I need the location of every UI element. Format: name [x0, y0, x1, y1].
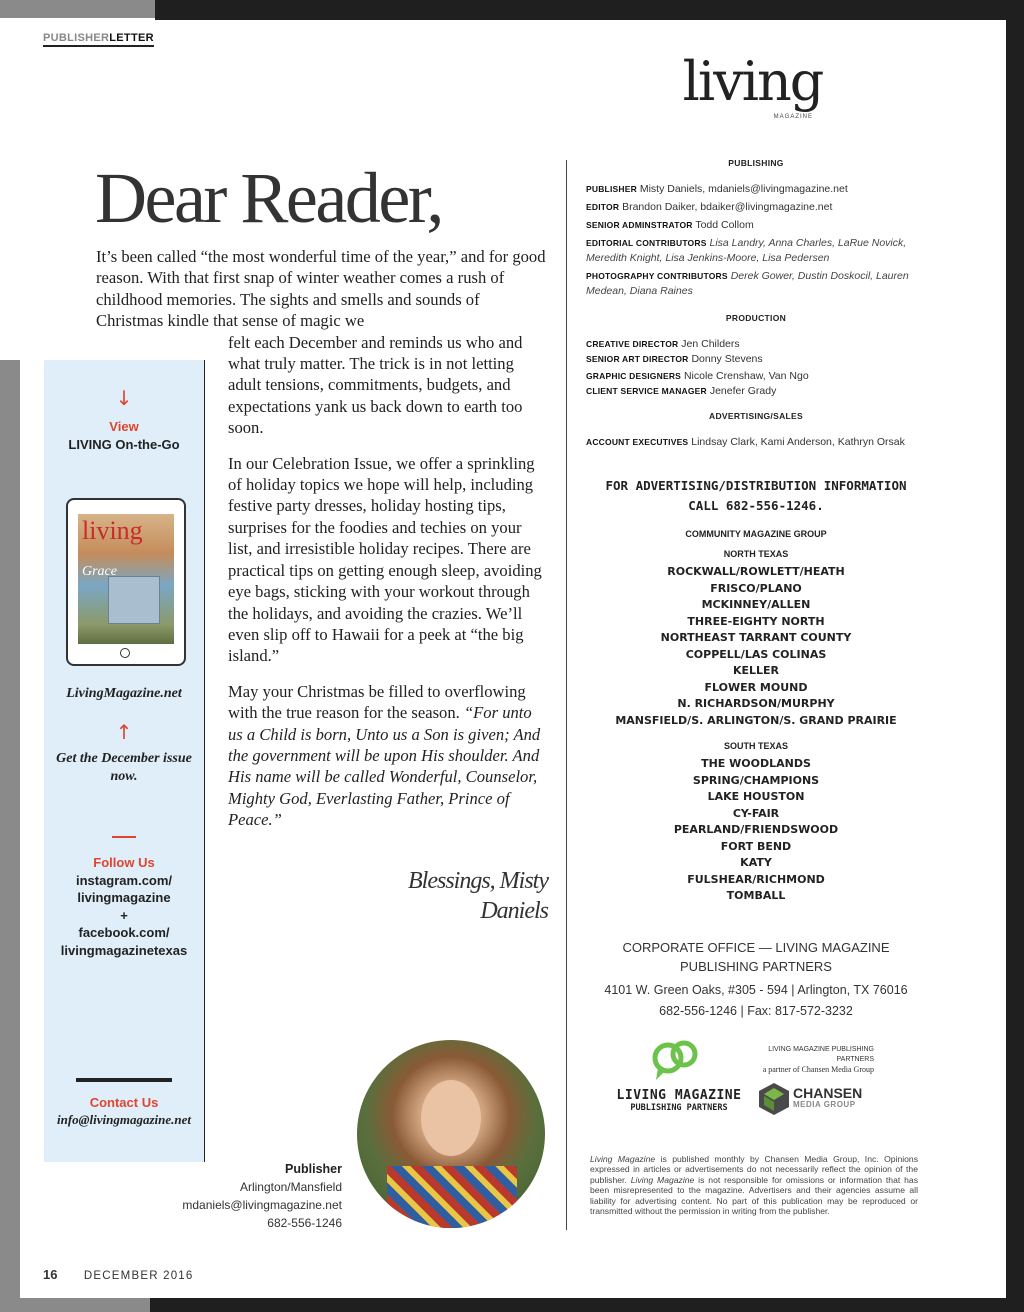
north-texas-list [586, 564, 926, 729]
masthead-photography-contributors [586, 269, 926, 299]
letter-quote: “For unto us a Child is born, Unto us a Son is given; And the government will be upon His shoulder. And His name will be called Wonderful, Counselor, Mighty God, Everlasting Father, Prince of Peace.” [228, 703, 541, 830]
masthead-edcontrib-label: EDITORIAL CONTRIBUTORS [586, 238, 707, 248]
corporate-phones: 682-556-1246 | Fax: 817-572-3232 [659, 1004, 853, 1018]
cover-building [108, 576, 160, 624]
partners-caption [738, 1045, 874, 1075]
letter-paragraph-1a: It’s been called “the most wonderful time of the year,” and for good reason. With that first snap of winter weather comes a rush of childhood memories. The sights and smells and sounds of Christmas kindle that sense of magic we [96, 247, 546, 331]
contact-email[interactable]: info@livingmagazine.net [57, 1112, 191, 1127]
letter-paragraph-3 [228, 681, 548, 831]
community-town: FORT BEND [720, 839, 792, 853]
masthead-creative-director [586, 337, 926, 352]
masthead-ae-label: ACCOUNT EXECUTIVES [586, 437, 689, 447]
signature: Blessings, Misty Daniels [408, 868, 548, 924]
lmp-name: LIVING MAGAZINE [616, 1088, 742, 1103]
masthead-cd-value: Jen Childers [681, 338, 740, 350]
frame-top [155, 0, 1024, 20]
living-logo [680, 50, 825, 120]
chansen-sub: MEDIA GROUP [793, 1100, 856, 1109]
letter-paragraph-2: In our Celebration Issue, we offer a sprinkling of holiday topics we hope will help, including festive party dresses, holiday hosting tips, surprises for the foodies and techies on your list, and irresistible holiday recipes. There are practical tips on getting enough sleep, avoiding eye bags, sticking with your workout through the holidays, and avoiding the crazies. We’ll even slip off to Hawaii for a peek at “the big island.” [228, 453, 542, 666]
masthead-production-header: PRODUCTION [725, 313, 787, 323]
publisher-email[interactable]: mdaniels@livingmagazine.net [182, 1198, 342, 1212]
sidebar-divider [112, 836, 136, 838]
masthead-sad-label: SENIOR ART DIRECTOR [586, 354, 689, 364]
community-town: FRISCO/PLANO [710, 581, 802, 595]
corporate-address-block [586, 980, 926, 1022]
masthead-edcontrib-value: Lisa Landry, Anna Charles, LaRue Novick, Meredith Knight, Lisa Jenkins-Moore, Lisa Pedersen [586, 237, 907, 264]
frame-bottom [0, 1298, 1024, 1312]
lmp-wordmark [616, 1090, 742, 1114]
follow-us [44, 854, 204, 959]
community-town: ROCKWALL/ROWLETT/HEATH [667, 565, 845, 578]
community-town: COPPELL/LAS COLINAS [685, 647, 827, 661]
corporate-line-1: CORPORATE OFFICE — LIVING MAGAZINE [622, 940, 890, 955]
sidebar [44, 360, 205, 1162]
masthead-ae-value: Lindsay Clark, Kami Anderson, Kathryn Orsak [691, 436, 905, 448]
masthead-cd-label: CREATIVE DIRECTOR [586, 339, 679, 349]
masthead-client-service [586, 384, 926, 399]
frame-bottom-left [0, 1298, 150, 1312]
tablet-screen [78, 514, 174, 644]
view-on-the-go[interactable] [44, 418, 204, 454]
community-town: THE WOODLANDS [701, 757, 811, 770]
masthead-publisher-label: PUBLISHER [586, 184, 637, 194]
instagram-link-2[interactable]: livingmagazine [77, 890, 171, 905]
arrow-down-icon: ↓ [115, 386, 133, 410]
masthead-editor-label: EDITOR [586, 202, 620, 212]
publisher-role: Publisher [285, 1162, 342, 1176]
south-texas-header: SOUTH TEXAS [723, 741, 788, 751]
masthead-gd-label: GRAPHIC DESIGNERS [586, 371, 682, 381]
disclaimer-text-1: is published monthly by Chansen Media Group, Inc. Opinions expressed in articles or advertisements do not necessarily reflect the opinion of the publisher. [590, 1154, 918, 1185]
north-texas-header: NORTH TEXAS [723, 549, 789, 559]
masthead-advertising-header: ADVERTISING/SALES [709, 411, 803, 421]
facebook-link-1[interactable]: facebook.com/ [78, 925, 170, 940]
site-link[interactable]: LivingMagazine.net [66, 686, 182, 701]
view-sub-label: LIVING On-the-Go [68, 437, 180, 452]
logo-word: living [682, 50, 823, 113]
advertising-line-1: FOR ADVERTISING/DISTRIBUTION INFORMATION [605, 478, 907, 493]
publisher-info [160, 1160, 342, 1232]
contact-us [44, 1094, 204, 1128]
section-label-right: LETTER [109, 32, 154, 44]
column-divider [566, 160, 567, 1230]
masthead-photo-label: PHOTOGRAPHY CONTRIBUTORS [586, 271, 728, 281]
masthead-senior-value: Todd Collom [695, 219, 754, 231]
advertising-line-2: CALL 682-556-1246. [688, 498, 824, 513]
community-town: SPRING/CHAMPIONS [692, 773, 820, 787]
tablet-cover-title: living [82, 516, 143, 545]
disclaimer-title-1: Living Magazine [590, 1154, 656, 1164]
arrow-up-icon: ↑ [115, 720, 133, 744]
disclaimer-text-2: is not responsible for omissions or information that has been misrepresented to the magazine. Advertisers and their agencies assume all liability for advertising content. No part of this publication may be reproduced or transmitted without the permission in writing from the publisher. [590, 1174, 918, 1217]
frame-right [1006, 0, 1024, 1312]
masthead-photo-value: Derek Gower, Dustin Doskocil, Lauren Medean, Diana Raines [586, 270, 909, 297]
community-town: MCKINNEY/ALLEN [701, 598, 811, 611]
advertising-info [586, 476, 926, 516]
publisher-city: Arlington/Mansfield [239, 1180, 342, 1194]
community-town: KELLER [732, 664, 780, 677]
masthead-gd-value: Nicole Crenshaw, Van Ngo [683, 370, 809, 382]
community-town: MANSFIELD/S. ARLINGTON/S. GRAND PRAIRIE [615, 713, 897, 727]
page-number: 16 [43, 1267, 58, 1282]
masthead [586, 158, 926, 453]
masthead-editor-value: Brandon Daiker, bdaiker@livingmagazine.net [622, 201, 833, 213]
community-town: LAKE HOUSTON [707, 790, 805, 803]
masthead-senior-art-director [586, 352, 926, 367]
page-footer [43, 1266, 193, 1284]
masthead-senior-admin [586, 218, 926, 233]
community-town: N. RICHARDSON/MURPHY [677, 697, 835, 710]
chansen-wordmark [793, 1085, 863, 1110]
get-issue-text[interactable]: Get the December issue now. [56, 751, 192, 784]
masthead-sad-value: Donny Stevens [691, 353, 763, 365]
community-town: THREE-EIGHTY NORTH [687, 614, 825, 628]
community-town: CY-FAIR [732, 806, 780, 820]
community-header: COMMUNITY MAGAZINE GROUP [685, 529, 827, 539]
letter-paragraph-1b: felt each December and reminds us who and what truly matter. The trick is in not letting adult tensions, commitments, budgets, and expectations yank us back down to earth too soon. [228, 332, 523, 438]
follow-label: Follow Us [93, 855, 155, 870]
disclaimer [590, 1154, 918, 1216]
frame-top-left [0, 0, 155, 18]
corporate-address: 4101 W. Green Oaks, #305 - 594 | Arlington, TX 76016 [604, 983, 908, 997]
view-label: View [109, 419, 139, 434]
disclaimer-title-2: Living Magazine [630, 1174, 695, 1185]
tablet-cover-image[interactable] [66, 498, 186, 666]
partners-line-1: LIVING MAGAZINE PUBLISHING PARTNERS [768, 1046, 874, 1063]
photo-face [421, 1080, 481, 1156]
masthead-editor [586, 200, 926, 215]
masthead-publishing-header: PUBLISHING [728, 158, 784, 168]
corporate-office [586, 938, 926, 976]
chansen-name: CHANSEN [793, 1085, 863, 1101]
masthead-senior-label: SENIOR ADMINSTRATOR [586, 220, 693, 230]
publisher-phone: 682-556-1246 [267, 1216, 342, 1230]
south-texas-list [586, 756, 926, 905]
community-town: TOMBALL [726, 889, 786, 902]
section-label-left: PUBLISHER [43, 32, 110, 44]
chansen-logo-icon [757, 1082, 791, 1116]
tablet-home-button [120, 648, 130, 658]
community-magazine-group [586, 529, 926, 905]
corporate-line-2: PUBLISHING PARTNERS [680, 959, 832, 974]
community-town: NORTHEAST TARRANT COUNTY [660, 631, 852, 644]
masthead-csm-label: CLIENT SERVICE MANAGER [586, 386, 707, 396]
page-title: Dear Reader, [95, 158, 442, 238]
frame-left [0, 360, 20, 1312]
community-town: FULSHEAR/RICHMOND [687, 872, 825, 886]
instagram-link-1[interactable]: instagram.com/ [75, 872, 173, 888]
lmp-sub: PUBLISHING PARTNERS [630, 1103, 728, 1113]
facebook-link-2[interactable]: livingmagazinetexas [60, 942, 188, 958]
community-town: KATY [740, 856, 772, 869]
masthead-account-executives [586, 435, 926, 450]
logo-sub: MAGAZINE [773, 114, 813, 120]
publisher-photo [357, 1040, 545, 1228]
community-town: FLOWER MOUND [704, 680, 808, 694]
masthead-publisher [586, 182, 926, 197]
issue-date: DECEMBER 2016 [83, 1270, 194, 1282]
masthead-graphic-designers [586, 369, 926, 384]
letter-paragraph-3-text: May your Christmas be filled to overflowing with the true reason for the season. [228, 681, 526, 723]
plus-sign: + [120, 907, 128, 923]
contact-label: Contact Us [89, 1095, 159, 1110]
sidebar-bar [76, 1078, 172, 1082]
partners-line-2: a partner of Chansen Media Group [762, 1065, 874, 1074]
photo-shirt [387, 1166, 517, 1228]
section-label [43, 32, 154, 47]
masthead-editorial-contributors [586, 236, 926, 266]
masthead-csm-value: Jenefer Grady [709, 385, 777, 397]
tablet-cover-sub: Grace [82, 564, 117, 579]
lmp-logo-icon [652, 1038, 700, 1084]
community-town: PEARLAND/FRIENDSWOOD [673, 823, 839, 836]
masthead-publisher-value: Misty Daniels, mdaniels@livingmagazine.net [639, 183, 848, 195]
